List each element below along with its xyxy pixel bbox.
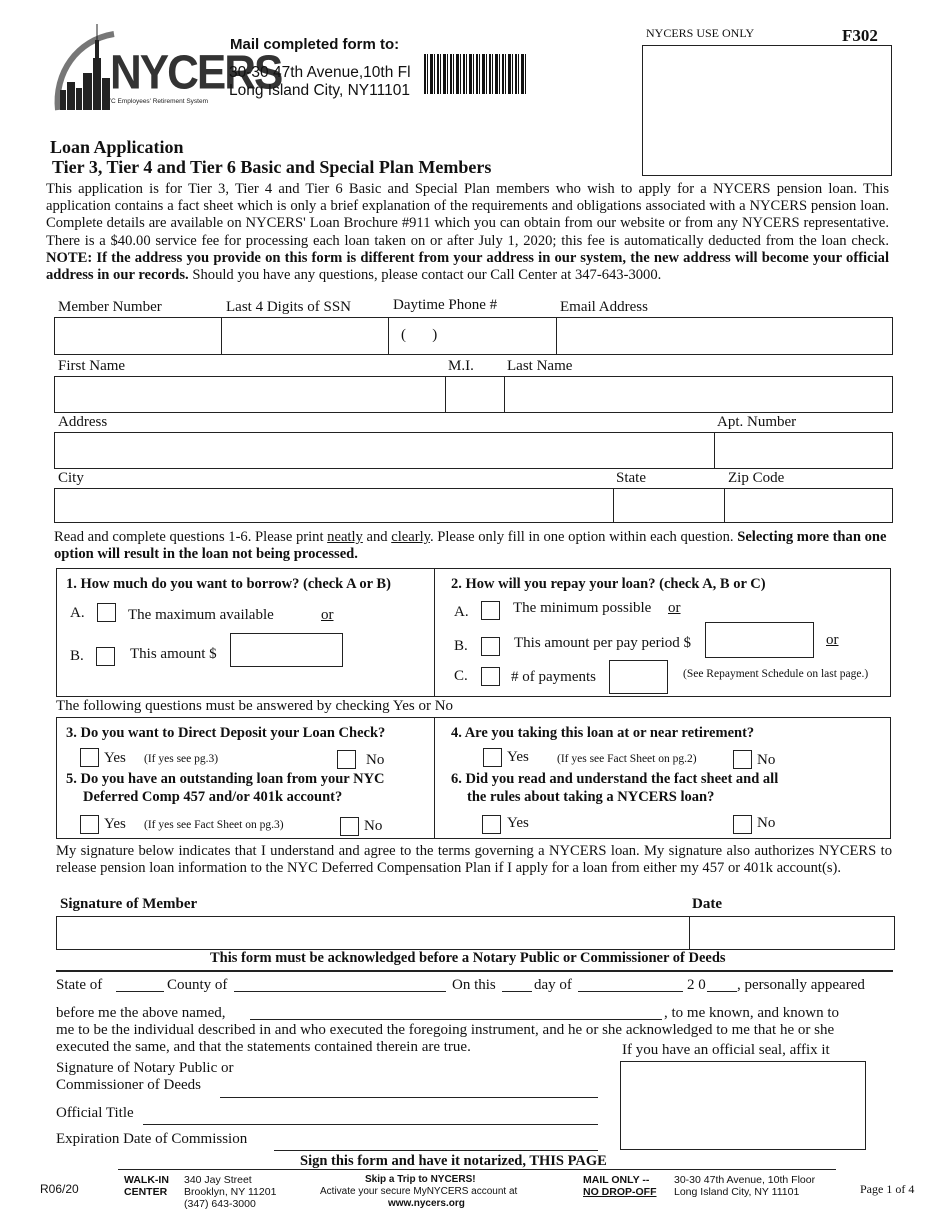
county-of-field[interactable] [234,990,446,992]
q2-c-note: (See Repayment Schedule on last page.) [683,668,869,680]
logo-subtitle: NYC Employees' Retirement System [102,98,208,105]
expiration-label: Expiration Date of Commission [56,1131,248,1147]
official-title-field[interactable] [143,1123,598,1125]
last-name-field[interactable] [504,376,893,413]
page-number: Page 1 of 4 [860,1182,915,1196]
page-title: Loan Application [50,137,184,157]
email-label: Email Address [560,299,648,315]
q3-q6-divider [434,717,435,839]
instructions-neatly: neatly [327,529,363,545]
instructions-and: and [362,529,392,545]
q1-amount-field[interactable] [230,633,343,667]
phone-label: Daytime Phone # [393,297,498,313]
footer-mail-address-2: Long Island City, NY 11101 [674,1186,800,1198]
barcode [424,54,528,94]
seal-box [620,1061,866,1150]
on-this-label: On this [452,977,496,993]
year-field[interactable] [707,990,737,992]
date-field[interactable] [689,916,895,950]
q5-note: (If yes see Fact Sheet on pg.3) [144,819,284,831]
ssn-field[interactable] [221,317,389,355]
question-instructions [54,529,891,563]
q5-title-line1: 5. Do you have an outstanding loan from your NYC [66,771,385,787]
logo-wordmark: NYCERS [110,45,282,100]
notary-heading: This form must be acknowledged before a Notary Public or Commissioner of Deeds [210,950,726,966]
q3-note: (If yes see pg.3) [144,753,219,765]
apt-label: Apt. Number [717,414,797,430]
member-number-field[interactable] [54,317,222,355]
q1-b-letter: B. [70,648,84,664]
notary-heading-rule [56,970,893,972]
q2-title: 2. How will you repay your loan? (check A, B or C) [451,576,766,592]
date-label: Date [692,896,722,912]
instructions-clearly: clearly [391,529,430,545]
q1-a-letter: A. [70,605,85,621]
q2-c-checkbox[interactable] [481,667,500,686]
mi-field[interactable] [445,376,505,413]
member-signature-field[interactable] [56,916,690,950]
q3-no-checkbox[interactable] [337,750,356,769]
phone-area-code-parens: ( ) [401,327,438,343]
notary-body-line1: me to be the individual described in and who executed the foregoing instrument, and he or she acknowledged to me that he or she [56,1022,835,1038]
official-title-label: Official Title [56,1105,134,1121]
address-field[interactable] [54,432,715,469]
form-code: F302 [842,26,878,45]
intro-text-2: Should you have any questions, please contact our Call Center at 347-643-3000. [188,267,662,284]
nycers-use-only-label: NYCERS USE ONLY [646,26,755,40]
instructions-text-2: . Please only fill in one option within each question. [429,529,738,545]
instructions-warning: Selecting more than one option will result in the loan not being processed. [54,529,887,562]
ssn-label: Last 4 Digits of SSN [226,299,352,315]
q6-no-checkbox[interactable] [733,815,752,834]
q6-no-label: No [757,815,776,831]
q1-q2-divider [434,568,435,697]
q2-a-letter: A. [454,604,469,620]
q1-b-checkbox[interactable] [96,647,115,666]
skip-trip-title: Skip a Trip to NYCERS! [365,1174,476,1185]
q1-a-label: The maximum available [128,607,274,623]
q3-no-label: No [366,752,385,768]
state-of-label: State of [56,977,103,993]
walkin-address-1: 340 Jay Street [184,1174,252,1186]
q4-no-label: No [757,752,776,768]
q2-b-letter: B. [454,638,468,654]
intro-note: NOTE: If the address you provide on this form is different from your address in our system, the new address will become your official address in our records. [46,249,889,284]
q5-no-checkbox[interactable] [340,817,359,836]
q4-note: (If yes see Fact Sheet on pg.2) [557,753,697,765]
address-label: Address [58,414,108,430]
q1-b-label: This amount $ [130,646,217,662]
mail-line2: Long Island City, NY11101 [229,82,410,99]
footer-mail-address-1: 30-30 47th Avenue, 10th Floor [674,1174,816,1186]
walkin-label-1: WALK-IN [124,1174,169,1186]
q2-b-checkbox[interactable] [481,637,500,656]
q2-a-or: or [668,600,681,616]
q4-yes-label: Yes [507,749,529,765]
q1-title: 1. How much do you want to borrow? (check A or B) [66,576,391,592]
q3-title: 3. Do you want to Direct Deposit your Loan Check? [66,725,386,741]
mi-label: M.I. [448,358,474,374]
q4-no-checkbox[interactable] [733,750,752,769]
notary-signature-label-2: Commissioner of Deeds [56,1077,201,1093]
q5-title-line2: Deferred Comp 457 and/or 401k account? [83,789,343,805]
mail-line1: 30-30 47th Avenue,10th Fl [229,64,411,81]
intro-paragraph [46,181,889,284]
q2-c-letter: C. [454,668,468,684]
q6-yes-checkbox[interactable] [482,815,501,834]
month-field[interactable] [578,990,683,992]
q2-amount-field[interactable] [705,622,814,658]
day-of-label: day of [534,977,572,993]
state-field[interactable] [613,488,725,523]
member-signature-label: Signature of Member [60,896,198,912]
q2-a-label: The minimum possible [513,600,652,616]
state-label: State [616,470,646,486]
intro-text-1: This application is for Tier 3, Tier 4 and Tier 6 Basic and Special Plan members who wish to apply for a NYCERS pension loan. This application contains a fact sheet which is only a brief explanation of the requirements and obligations associated with a NYCERS pension loan. Complete details are available on NYCERS' Loan Brochure #911 which you can obtain from our website or from any NYCERS representative. There is a $40.00 service fee for processing each loan taken on or after July 1, 2020; this fee is automatically deducted from the loan check. [46,181,889,249]
instructions-text-1: Read and complete questions 1-6. Please print [54,529,328,545]
zip-label: Zip Code [728,470,785,486]
q2-a-checkbox[interactable] [481,601,500,620]
county-of-label: County of [167,977,228,993]
website-link[interactable]: www.nycers.org [388,1198,465,1209]
notary-signature-field[interactable] [220,1096,598,1098]
mail-only-label: MAIL ONLY -- [583,1174,650,1186]
mail-title: Mail completed form to: [230,36,400,53]
last-name-label: Last Name [507,358,573,374]
q3-yes-label: Yes [104,750,126,766]
city-field[interactable] [54,488,614,523]
known-text: , to me known, and known to [664,1005,839,1021]
skip-trip-text: Activate your secure MyNYCERS account at [320,1186,518,1197]
appeared-text: , personally appeared [737,977,865,993]
nycers-logo [52,18,282,113]
signature-statement: My signature below indicates that I understand and agree to the terms governing a NYCERS loan. My signature also authorizes NYCERS to release pension loan information to the NYC Deferred Compensation Plan if I apply for a loan from either my 457 or 401k account(s). [56,843,892,876]
nycers-use-only-box [642,45,892,176]
q1-or: or [321,607,334,623]
first-name-label: First Name [58,358,126,374]
q2-b-or: or [826,632,839,648]
q5-yes-label: Yes [104,816,126,832]
q4-yes-checkbox[interactable] [483,748,502,767]
q2-payments-field[interactable] [609,660,668,694]
first-name-field[interactable] [54,376,446,413]
apt-field[interactable] [714,432,893,469]
q3-yes-checkbox[interactable] [80,748,99,767]
q4-title: 4. Are you taking this loan at or near retirement? [451,725,755,741]
revision-code: R06/20 [40,1182,79,1196]
sign-notarize-note: Sign this form and have it notarized, THIS PAGE [300,1153,607,1169]
q6-title-line2: the rules about taking a NYCERS loan? [467,789,715,805]
city-label: City [58,470,84,486]
no-dropoff-label: NO DROP-OFF [583,1186,657,1198]
notary-signature-label-1: Signature of Notary Public or [56,1060,234,1076]
q5-yes-checkbox[interactable] [80,815,99,834]
year-prefix: 2 0 [687,977,706,993]
day-field[interactable] [502,990,532,992]
page-subtitle: Tier 3, Tier 4 and Tier 6 Basic and Special Plan Members [52,157,492,177]
q6-yes-label: Yes [507,815,529,831]
walkin-label-2: CENTER [124,1186,168,1198]
q1-a-checkbox[interactable] [97,603,116,622]
footer-rule [118,1169,836,1170]
yes-no-note: The following questions must be answered by checking Yes or No [56,698,454,714]
seal-label: If you have an official seal, affix it [622,1042,830,1058]
expiration-field[interactable] [274,1149,598,1151]
before-me-text: before me the above named, [56,1005,226,1021]
member-number-label: Member Number [58,299,162,315]
q5-no-label: No [364,818,383,834]
q2-b-label: This amount per pay period $ [514,635,692,651]
q2-c-label: # of payments [511,669,596,685]
walkin-address-2: Brooklyn, NY 11201 [184,1186,277,1198]
q6-title-line1: 6. Did you read and understand the fact sheet and all [451,771,779,787]
notary-body-line2: executed the same, and that the statements contained therein are true. [56,1039,471,1055]
zip-field[interactable] [724,488,893,523]
email-field[interactable] [556,317,893,355]
named-person-field[interactable] [250,1018,662,1020]
state-of-field[interactable] [116,990,164,992]
walkin-phone: (347) 643-3000 [184,1198,256,1210]
